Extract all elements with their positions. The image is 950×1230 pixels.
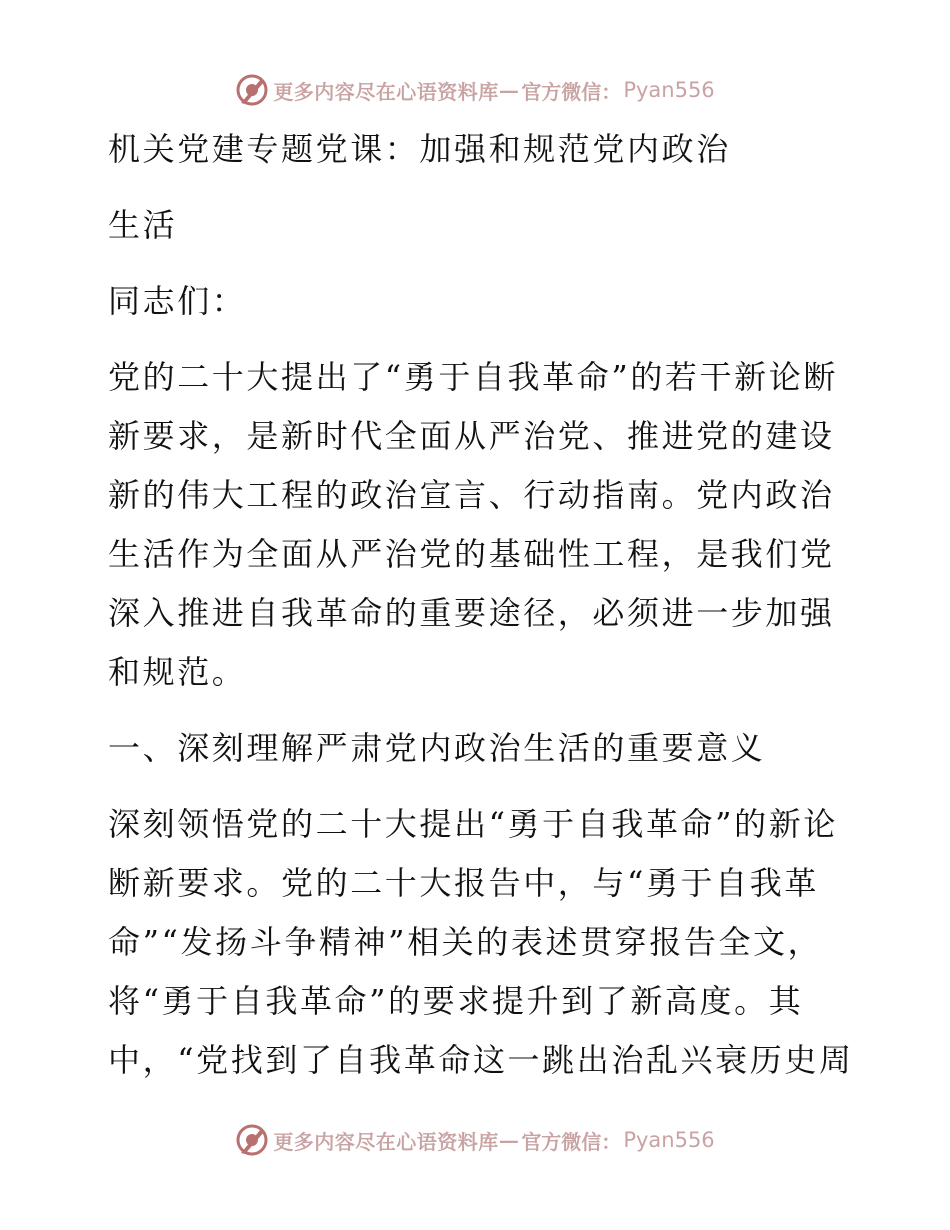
footer-watermark	[0, 1118, 950, 1162]
document-body	[98, 120, 858, 1090]
document-title-line2: 生活	[108, 206, 178, 244]
document-title-line1: 机关党建专题党课：加强和规范党内政治	[108, 130, 731, 168]
section-heading-1: 一、深刻理解严肃党内政治生活的重要意义	[108, 729, 766, 767]
watermark-wechat-id: Pyan556	[623, 1128, 715, 1152]
watermark-separator: —	[498, 1128, 520, 1152]
watermark-wechat-id: Pyan556	[623, 78, 715, 102]
salutation: 同志们：	[108, 282, 247, 320]
watermark-site-text: 更多内容尽在心语资料库	[273, 79, 499, 104]
paragraph-2: 深刻领悟党的二十大提出“勇于自我革命”的新论断新要求。党的二十大报告中，与“勇于自我革命”“发扬斗争精神”相关的表述贯穿报告全文，将“勇于自我革命”的要求提升到了新高度。其中，“党找到了自我革命这一跳出治乱兴衰历史周	[108, 805, 854, 1079]
paragraph-1: 党的二十大提出了“勇于自我革命”的若干新论断新要求，是新时代全面从严治党、推进党的建设新的伟大工程的政治宣言、行动指南。党内政治生活作为全面从严治党的基础性工程，是我们党深入推进自我革命的重要途径，必须进一步加强和规范。	[108, 358, 838, 691]
quill-logo-icon	[235, 1123, 269, 1157]
header-watermark	[0, 68, 950, 112]
watermark-wechat-label: 官方微信：	[521, 1129, 622, 1154]
watermark-site-text: 更多内容尽在心语资料库	[273, 1129, 499, 1154]
quill-logo-icon	[235, 73, 269, 107]
watermark-separator: —	[498, 78, 520, 102]
watermark-wechat-label: 官方微信：	[521, 79, 622, 104]
